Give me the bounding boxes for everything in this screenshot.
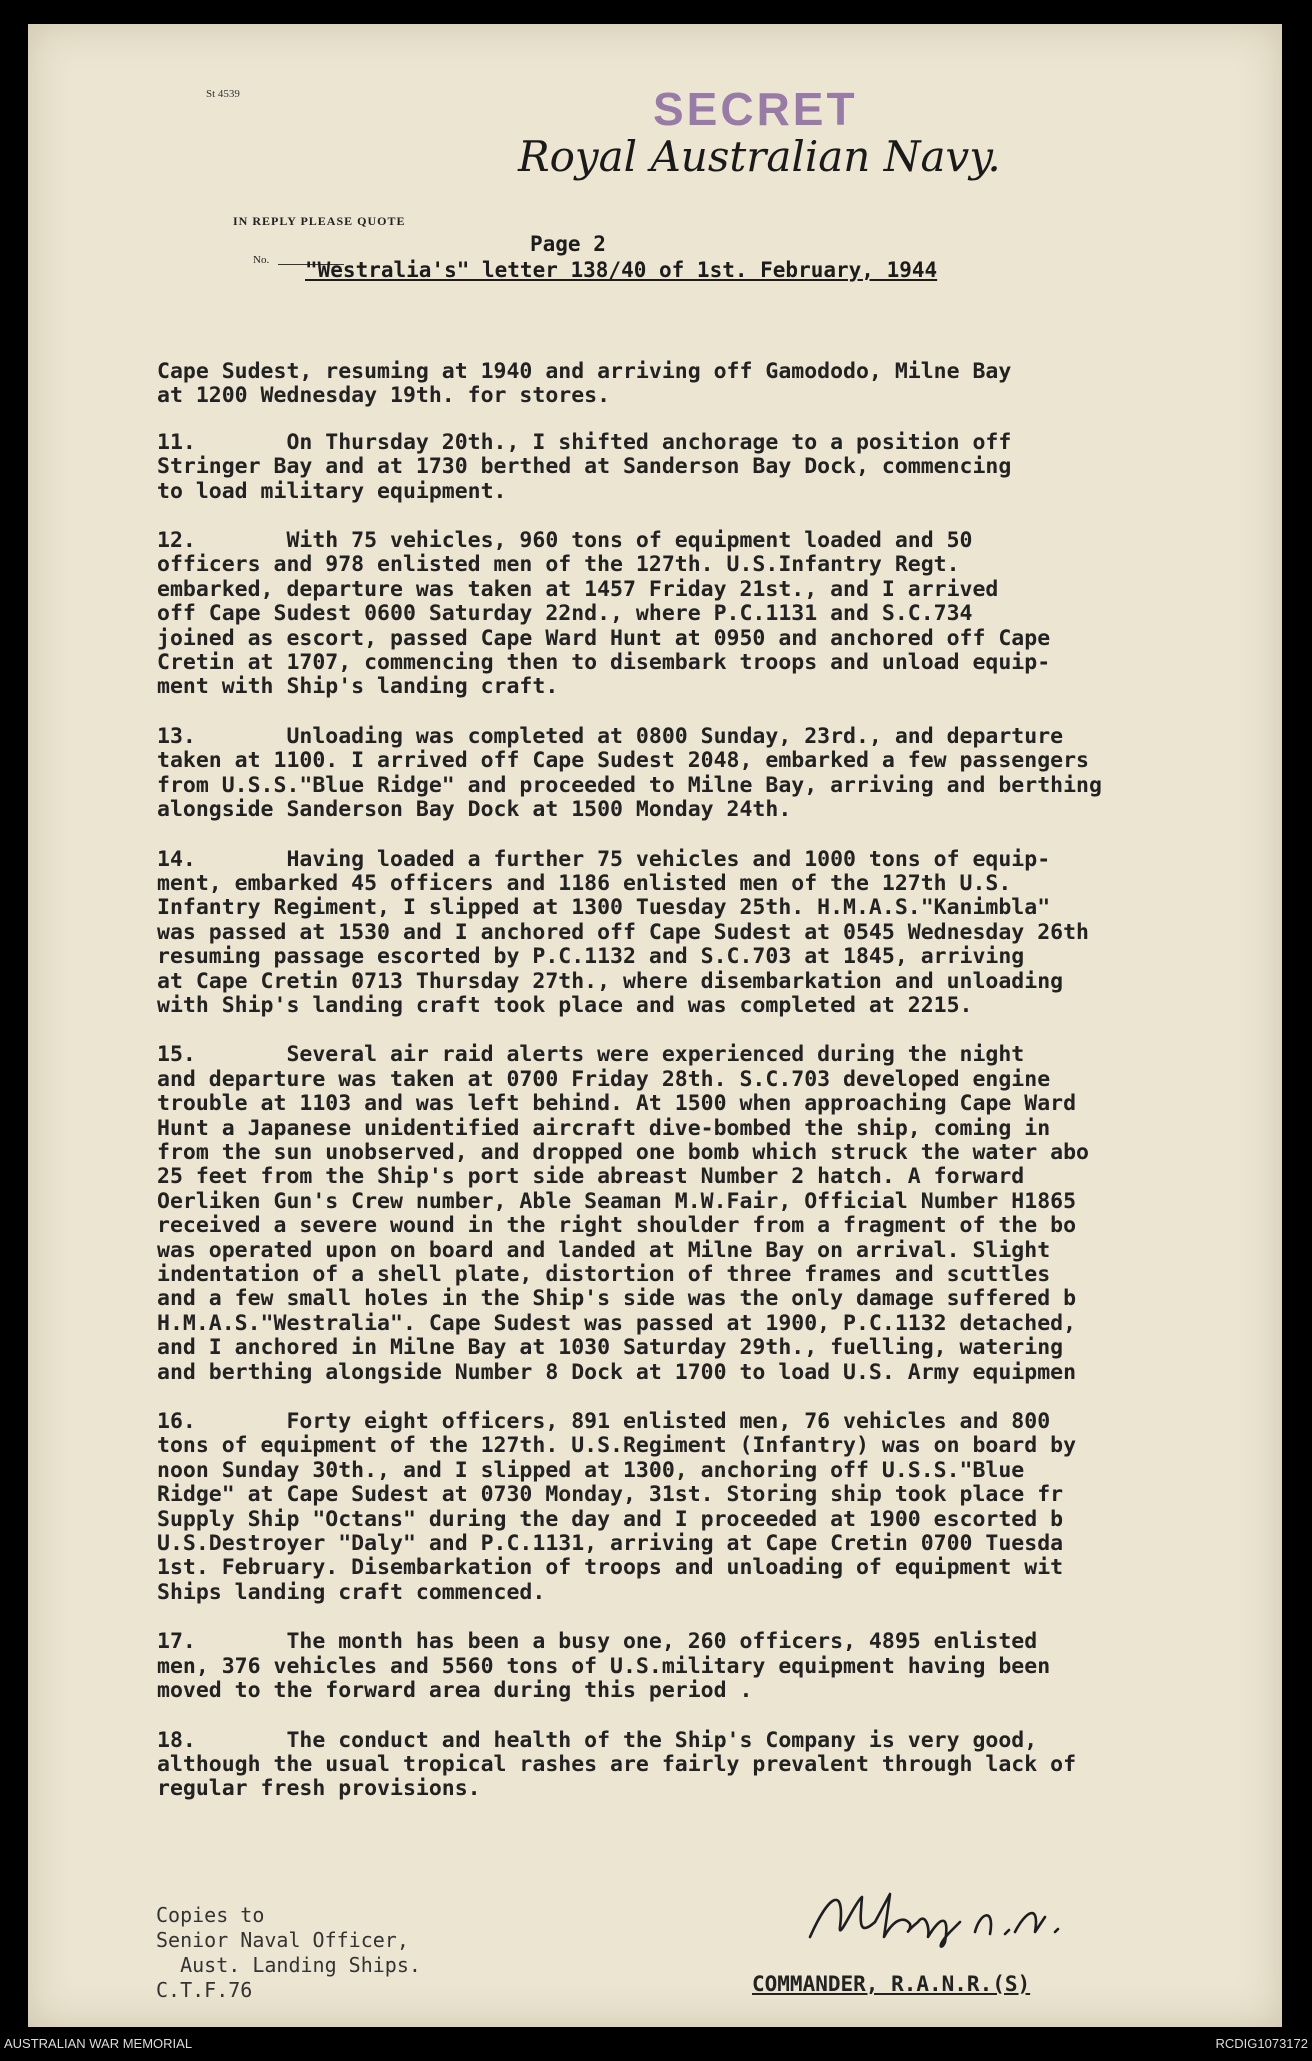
letterhead: Royal Australian Navy. — [518, 132, 1001, 181]
letter-body — [157, 360, 1252, 1827]
page-number: Page 2 — [530, 232, 606, 256]
signature-title: COMMANDER, R.A.N.R.(S) — [752, 1972, 1031, 1996]
handwritten-signature — [800, 1882, 1080, 1952]
paragraph-16: 16. Forty eight officers, 891 enlisted men, 76 vehicles and 800 tons of equipment of the 127th. U.S.Regiment (Infantry) was on board by noon Sunday 30th., and I slipped at 1300, anchoring off U.S.S."Blue Ridge" at Cape Sudest at 0730 Monday, 31st. Storing ship took place fr Supply Ship "Octans" during the day and I proceeded at 1900 escorted b U.S.Destroyer "Daly" and P.C.1131, arriving at Cape Cretin 0700 Tuesda 1st. February. Disembarkation of troops and unloading of equipment wit Ships landing craft commenced. — [157, 1409, 1077, 1605]
paragraph-17: 17. The month has been a busy one, 260 officers, 4895 enlisted men, 376 vehicles and 5560 tons of U.S.military equipment having been moved to the forward area during this period . — [157, 1629, 1051, 1704]
letter-reference: "Westralia's" letter 138/40 of 1st. February, 1944 — [305, 258, 938, 282]
footer-reference: RCDIG1073172 — [1215, 2036, 1308, 2051]
paragraph-14: 14. Having loaded a further 75 vehicles and 1000 tons of equip- ment, embarked 45 officers and 1186 enlisted men of the 127th U.S. Infantry Regiment, I slipped at 1300 Tuesday 25th. H.M.A.S."Kanimbla" was passed at 1530 and I anchored off Cape Sudest at 0545 Wednesday 26th resuming passage escorted by P.C.1132 and S.C.703 at 1845, arriving at Cape Cretin 0713 Thursday 27th., where disembarkation and unloading with Ship's landing craft took place and was completed at 2215. — [157, 846, 1089, 1018]
reference-number-label: No. — [253, 254, 270, 266]
paragraph-18: 18. The conduct and health of the Ship's Company is very good, although the usual tropical rashes are fairly prevalent through lack of regular fresh provisions. — [157, 1727, 1077, 1802]
footer-archive: AUSTRALIAN WAR MEMORIAL — [4, 2036, 193, 2051]
copies-to: Copies to Senior Naval Officer, Aust. Landing Ships. C.T.F.76 — [156, 1903, 421, 2002]
form-number: St 4539 — [206, 88, 240, 100]
paragraph-11: 11. On Thursday 20th., I shifted anchorage to a position off Stringer Bay and at 1730 berthed at Sanderson Bay Dock, commencing to load military equipment. — [157, 429, 1012, 504]
secret-stamp: SECRET — [653, 83, 858, 135]
reply-note: IN REPLY PLEASE QUOTE — [233, 214, 406, 228]
paragraph-12: 12. With 75 vehicles, 960 tons of equipment loaded and 50 officers and 978 enlisted men of the 127th. U.S.Infantry Regt. embarked, departure was taken at 1457 Friday 21st., and I arrived off Cape Sudest 0600 Saturday 22nd., where P.C.1131 and S.C.734 joined as escort, passed Cape Ward Hunt at 0950 and anchored off Cape Cretin at 1707, commencing then to disembark troops and unload equip- ment with Ship's landing craft. — [157, 528, 1051, 700]
paragraph-13: 13. Unloading was completed at 0800 Sunday, 23rd., and departure taken at 1100. I arrived off Cape Sudest 2048, embarked a few passengers from U.S.S."Blue Ridge" and proceeded to Milne Bay, arriving and berthing alongside Sanderson Bay Dock at 1500 Monday 24th. — [157, 723, 1102, 823]
paragraph-15: 15. Several air raid alerts were experienced during the night and departure was taken at 0700 Friday 28th. S.C.703 developed engine trouble at 1103 and was left behind. At 1500 when approaching Cape Ward Hunt a Japanese unidentified aircraft dive-bombed the ship, coming in from the sun unobserved, and dropped one bomb which struck the water abo 25 feet from the Ship's port side abreast Number 2 hatch. A forward Oerliken Gun's Crew number, Able Seaman M.W.Fair, Official Number H1865 received a severe wound in the right shoulder from a fragment of the bo was operated upon on board and landed at Milne Bay on arrival. Slight indentation of a shell plate, distortion of three frames and scuttles and a few small holes in the Ship's side was the only damage suffered b H.M.A.S."Westralia". Cape Sudest was passed at 1900, P.C.1132 detached, and I anchored in Milne Bay at 1030 Saturday 29th., fuelling, watering and berthing alongside Number 8 Dock at 1700 to load U.S. Army equipmen — [157, 1042, 1089, 1385]
paragraph-continuation: Cape Sudest, resuming at 1940 and arriving off Gamododo, Milne Bay at 1200 Wednesday 19th. for stores. — [157, 360, 1012, 409]
